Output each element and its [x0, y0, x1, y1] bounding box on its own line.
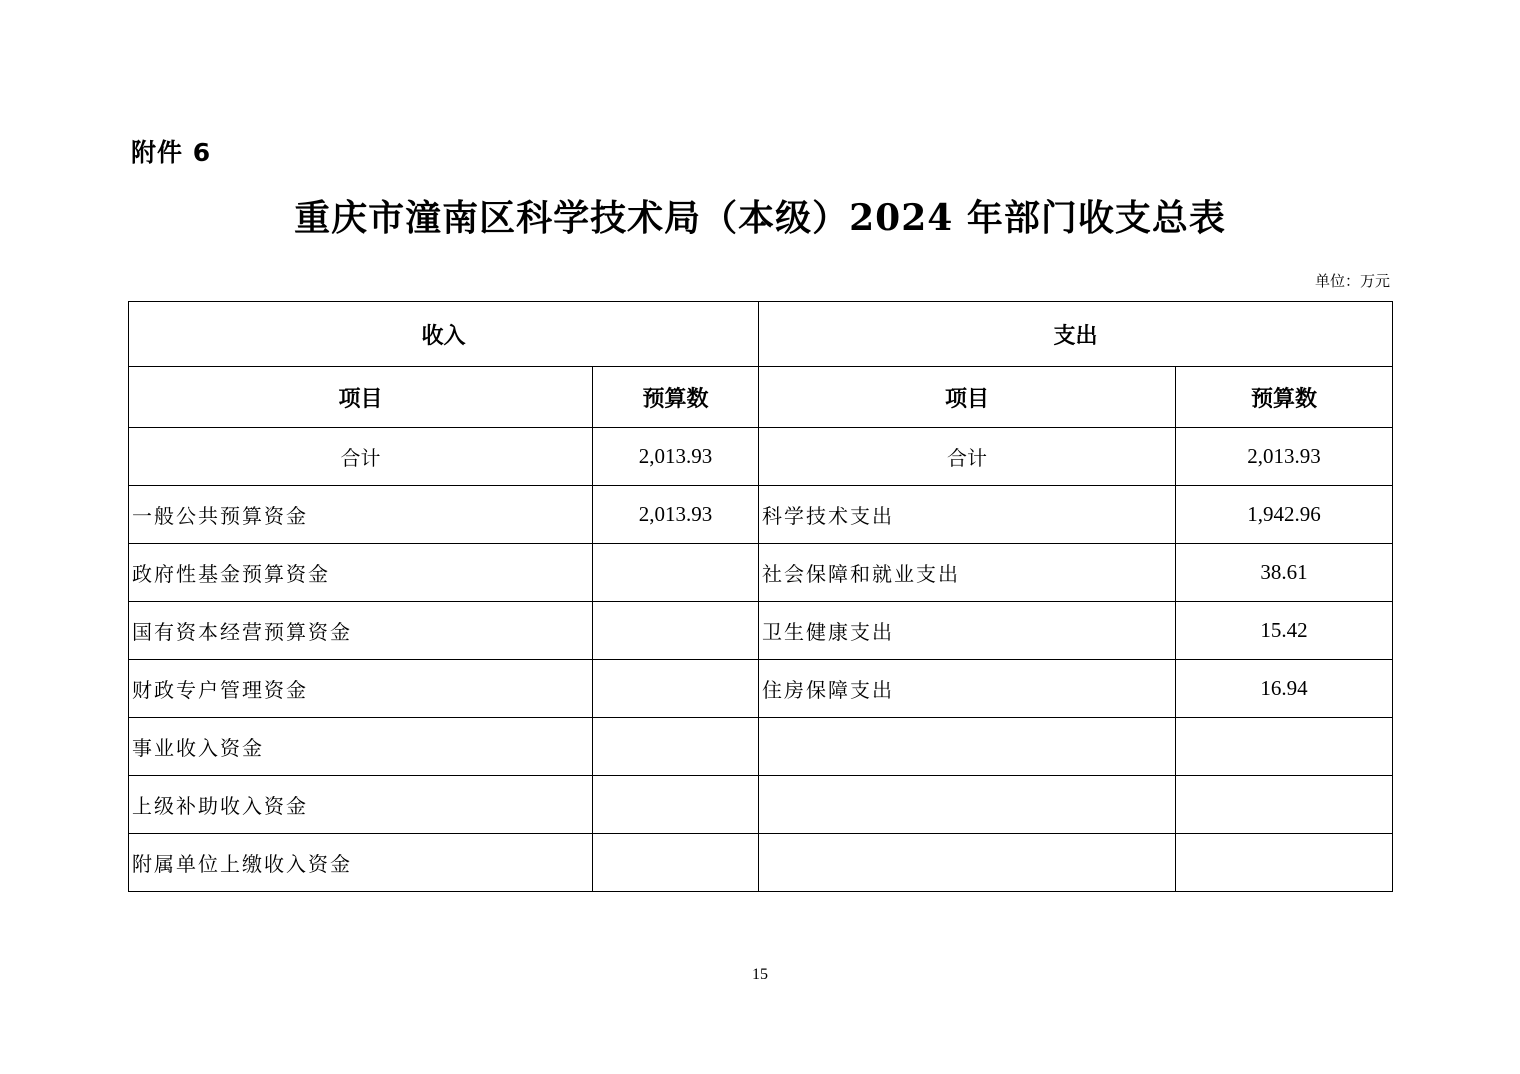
expense-item: [759, 834, 1176, 892]
income-amount-header: 预算数: [593, 367, 759, 428]
budget-summary-table: [128, 301, 1393, 892]
income-amount: [593, 544, 759, 602]
page-number: 15: [752, 966, 768, 983]
table-row: [129, 776, 1393, 834]
income-item: 政府性基金预算资金: [129, 544, 593, 602]
expense-amount: [1176, 776, 1393, 834]
expense-item: 社会保障和就业支出: [759, 544, 1176, 602]
income-item: 事业收入资金: [129, 718, 593, 776]
expense-total-label: 合计: [759, 428, 1176, 486]
column-header-row: [129, 367, 1393, 428]
income-amount: [593, 660, 759, 718]
expense-item: 住房保障支出: [759, 660, 1176, 718]
expense-item-header: 项目: [759, 367, 1176, 428]
income-total-amount: 2,013.93: [593, 428, 759, 486]
document-title: 重庆市潼南区科学技术局（本级）2024 年部门收支总表: [294, 197, 1226, 239]
expense-item: 科学技术支出: [759, 486, 1176, 544]
expense-item: 卫生健康支出: [759, 602, 1176, 660]
income-item: 一般公共预算资金: [129, 486, 593, 544]
group-header-row: [129, 302, 1393, 367]
income-item: 国有资本经营预算资金: [129, 602, 593, 660]
income-amount: [593, 776, 759, 834]
table-row: [129, 660, 1393, 718]
income-amount: [593, 718, 759, 776]
expense-amount: 15.42: [1176, 602, 1393, 660]
income-item: 附属单位上缴收入资金: [129, 834, 593, 892]
income-item-header: 项目: [129, 367, 593, 428]
income-item: 财政专户管理资金: [129, 660, 593, 718]
table-row: [129, 718, 1393, 776]
expense-amount: 16.94: [1176, 660, 1393, 718]
expense-amount-header: 预算数: [1176, 367, 1393, 428]
table-row: [129, 544, 1393, 602]
attachment-label: 附件 6: [131, 138, 212, 167]
table-row: [129, 834, 1393, 892]
table-row: [129, 486, 1393, 544]
expense-total-amount: 2,013.93: [1176, 428, 1393, 486]
unit-label: 单位：万元: [1314, 272, 1390, 290]
expense-amount: [1176, 718, 1393, 776]
expense-amount: [1176, 834, 1393, 892]
expense-amount: 38.61: [1176, 544, 1393, 602]
expense-amount: 1,942.96: [1176, 486, 1393, 544]
expense-group-header: 支出: [759, 302, 1393, 367]
expense-item: [759, 718, 1176, 776]
income-amount: [593, 602, 759, 660]
table-row: [129, 602, 1393, 660]
income-item: 上级补助收入资金: [129, 776, 593, 834]
expense-item: [759, 776, 1176, 834]
income-group-header: 收入: [129, 302, 759, 367]
income-amount: 2,013.93: [593, 486, 759, 544]
total-row: [129, 428, 1393, 486]
income-total-label: 合计: [129, 428, 593, 486]
income-amount: [593, 834, 759, 892]
